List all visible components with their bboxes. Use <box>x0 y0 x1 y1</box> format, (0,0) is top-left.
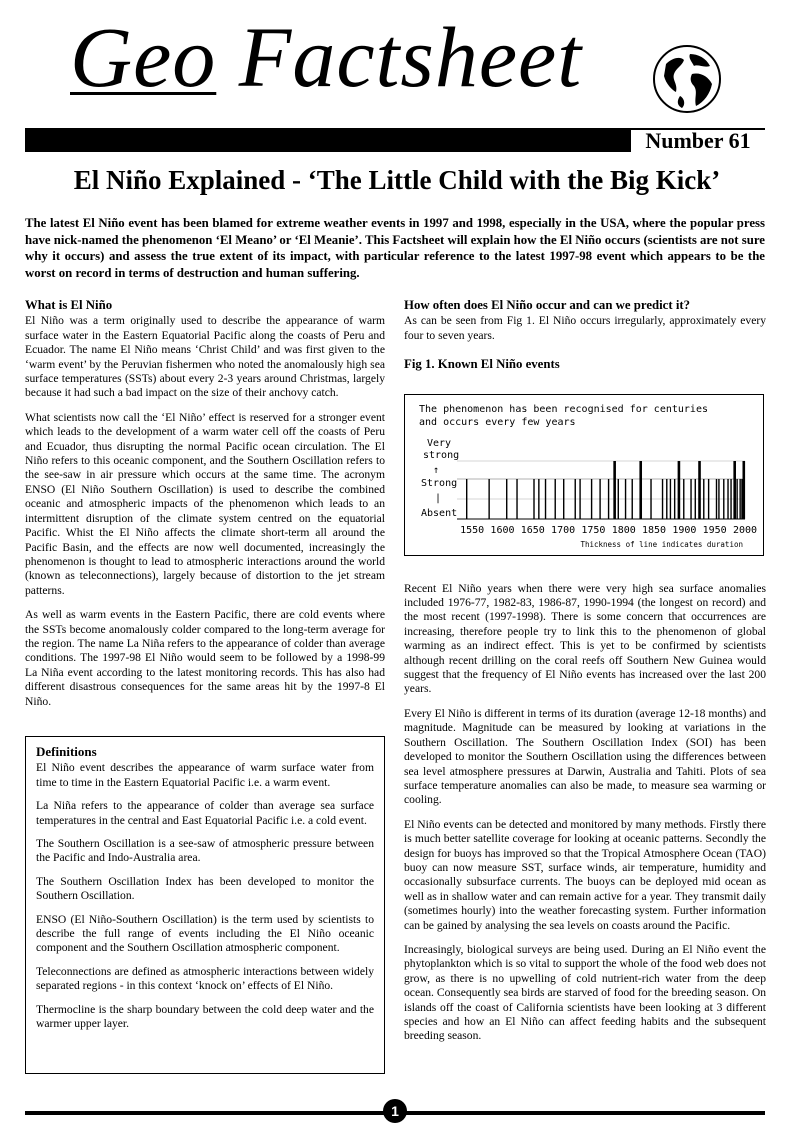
event-bar <box>639 461 642 519</box>
event-bar <box>545 479 546 519</box>
x-tick-label: 1850 <box>642 525 667 536</box>
footer <box>25 1103 765 1119</box>
chart-note: Thickness of line indicates duration <box>580 540 743 549</box>
event-bar <box>608 479 609 519</box>
event-bar <box>736 479 737 519</box>
y-label: ↑ <box>433 465 440 476</box>
y-label: | <box>435 493 442 504</box>
event-bar <box>625 479 626 519</box>
y-label: Absent <box>421 508 458 519</box>
event-bar <box>599 479 600 519</box>
event-bar <box>678 461 681 519</box>
event-bar <box>555 479 556 519</box>
x-tick-label: 1800 <box>611 525 636 536</box>
event-bar <box>662 479 663 519</box>
x-tick-label: 1900 <box>672 525 697 536</box>
event-bar <box>516 479 517 519</box>
paragraph: El Niño events can be detected and monitored by many methods. Firstly there is much better satellite coverage for looking at oceanic patterns. Secondly the design for buoys has improved so that the Tropical Atmosphere Ocean (TAO) buoy can now measure SST, surface winds, air temperature, humidity and occasionally subsurface currents. The buoys can be deployed mid ocean as well as in shallow water and can remain active for a year. They transmit daily (sometimes hourly) into the weather forecasting system. Further information can be gained by analysing the sea levels on coasts around the Pacific. <box>404 817 766 932</box>
masthead-title-factsheet: Factsheet <box>238 9 583 105</box>
x-tick-label: 1950 <box>702 525 727 536</box>
y-label: Strong <box>421 478 458 489</box>
event-bar <box>575 479 576 519</box>
masthead <box>0 0 794 130</box>
masthead-title <box>70 9 583 105</box>
x-tick-label: 2000 <box>732 525 758 536</box>
definition-item: The Southern Oscillation Index has been developed to monitor the Southern Oscillation. <box>36 874 374 903</box>
masthead-title-geo: Geo <box>70 9 217 105</box>
event-bar <box>533 479 534 519</box>
masthead-bar <box>25 128 765 152</box>
event-bar <box>716 479 717 519</box>
paragraph: As well as warm events in the Eastern Pacific, there are cold events where the SSTs become anomalously colder compared to the long-term average for the region. The name La Niña refers to the appearance of colder than average conditions. The 1997-98 El Niño would seem to be followed by a 1998-99 La Niña event according to the latest monitoring records. This has also had different disastrous consequences for the same areas hit by the 1997-8 El Niño. <box>25 608 385 708</box>
figure-title: Fig 1. Known El Niño events <box>404 357 560 372</box>
x-tick-label: 1700 <box>551 525 576 536</box>
x-tick-label: 1550 <box>460 525 485 536</box>
event-bar <box>718 479 719 519</box>
event-bar <box>666 479 667 519</box>
definition-item: Teleconnections are defined as atmospheric interactions between widely separated regions - in this context ‘knock on’ effects of El Niño. <box>36 964 374 993</box>
figure-1-box <box>404 394 764 556</box>
event-bar <box>670 479 671 519</box>
intro-paragraph: The latest El Niño event has been blamed for extreme weather events in 1997 and 1998, especially in the USA, where the popular press have nick-named the phenomenon ‘El Meano’ or ‘El Meanie’. This Factsheet will explain how the El Niño occurs (scientists are not sure why it occurs) and assess the true extent of its impact, with particular reference to the latest 1997-98 event which appears to be the worst on record in terms of destruction and human suffering. <box>25 216 765 280</box>
paragraph: What scientists now call the ‘El Niño’ effect is reserved for a stronger event which leads to the development of a warm water cell off the coasts of Peru and Ecuador, thus disrupting the normal Pacific ocean circulation. The El Niño refers to this oceanic component, and the Southern Oscillation refers to the see-saw in air pressure which occurs at the same time. The acronym ENSO (El Niño Southern Oscillation) is used to describe the combined oceanic and atmospheric impacts of the phenomenon which leads to an intermittent disruption of the climate system centred on the equatorial Pacific. Whist the El Niño affects the climate short-term all around the Pacific Basin, and the effects are now well documented, increasingly the phenomenon is thought to lead to atmospheric interactions around the world (known as teleconnections), largely because of distortion to the jet stream patterns. <box>25 410 385 597</box>
paragraph: Every El Niño is different in terms of its duration (average 12-18 months) and magnitude. Magnitude can be measured by looking at variations in the Southern Oscillation. The Southern Oscillation Index (SOI) has been developed to monitor the Southern Oscillation using the differences between sea level atmosphere pressures at Darwin, Australia and Tahiti. Plots of sea surface temperature anomalies can also be made, to measure sea warming or cooling. <box>404 706 766 807</box>
event-bar <box>466 479 467 519</box>
section-heading-what-is: What is El Niño <box>25 298 113 312</box>
event-bar <box>488 479 489 519</box>
definition-item: ENSO (El Niño-Southern Oscillation) is the term used by scientists to describe the full range of events including the El Niño oceanic component and the Southern Oscillation atmospheric component. <box>36 912 374 955</box>
left-column <box>25 298 385 719</box>
definition-item: Thermocline is the sharp boundary between the cold deep water and the warmer upper layer. <box>36 1002 374 1031</box>
chart-annotation: The phenomenon has been recognised for centuries <box>419 404 708 415</box>
event-bar <box>727 479 728 519</box>
event-bar <box>563 479 564 519</box>
definitions-heading: Definitions <box>36 744 97 759</box>
page-number: 1 <box>383 1099 407 1123</box>
event-bar <box>730 479 731 519</box>
paragraph: Increasingly, biological surveys are being used. During an El Niño event the phytoplankton which is so vital to support the whole of the food web does not grow, as there is no upwelling of cold nutrient-rich water from the deep ocean. Consequently sea birds are starved of food for the breeding season. On islands off the coast of California scientists have been looking at 3 different species and how an El Niño can affect feeding habits and the subsequent breeding season. <box>404 942 766 1043</box>
paragraph: As can be seen from Fig 1. El Niño occurs irregularly, approximately every four to seven years. <box>404 314 766 342</box>
event-bar <box>742 461 745 519</box>
y-label: strong <box>423 450 460 461</box>
event-bar <box>618 479 619 519</box>
event-bar <box>579 479 580 519</box>
el-nino-chart <box>405 395 763 555</box>
definitions-box <box>25 736 385 1074</box>
paragraph: El Niño was a term originally used to describe the appearance of warm surface water in the Eastern Equatorial Pacific along the coasts of Peru and Ecuador. The name El Niño means ‘Christ Child’ and was first given to the ‘warm event’ by the Peruvian fishermen who noted the anomalously high sea surface temperatures (SSTs) about every 2-3 years around Christmas, largely because it had such a bad impact on the size of their anchovy catch. <box>25 314 385 400</box>
globe-icon <box>652 44 722 114</box>
event-bar <box>613 461 616 519</box>
event-bar <box>538 479 539 519</box>
event-bar <box>698 461 701 519</box>
event-bar <box>632 479 633 519</box>
event-bar <box>708 479 709 519</box>
definition-item: La Niña refers to the appearance of colder than average sea surface temperatures in the central and East Equatorial Pacific i.e. a cold event. <box>36 799 374 827</box>
definition-item: El Niño event describes the appearance of warm surface water from time to time in the Eastern Equatorial Pacific i.e. a warm event. <box>36 761 374 789</box>
definition-item: The Southern Oscillation is a see-saw of atmospheric pressure between the Pacific and Indo-Australia area. <box>36 837 374 865</box>
issue-number: Number 61 <box>631 130 765 152</box>
x-tick-label: 1650 <box>520 525 545 536</box>
section-heading-how-often: How often does El Niño occur and can we predict it? <box>404 298 691 312</box>
event-bar <box>650 479 651 519</box>
x-tick-label: 1750 <box>581 525 606 536</box>
chart-annotation: and occurs every few years <box>419 417 576 428</box>
event-bar <box>695 479 696 519</box>
event-bar <box>739 479 740 519</box>
page-title: El Niño Explained - ‘The Little Child with the Big Kick’ <box>73 165 721 195</box>
event-bar <box>733 461 736 519</box>
x-tick-label: 1600 <box>490 525 515 536</box>
event-bar <box>683 479 684 519</box>
event-bar <box>690 479 691 519</box>
y-label: Very <box>427 438 452 449</box>
paragraph: Recent El Niño years when there were very high sea surface anomalies included 1976-77, 1982-83, 1986-87, 1990-1994 (the longest on record) and the most recent (1997-1998). There is some concern that occurrences are increasing, therefore people try to link this to the phenomenon of global warming as an indirect effect. This is yet to be confirmed by scientists although recent drilling on the coral reefs off Southern New Guinea would suggest that the frequency of El Niño events has increased over the last 200 years. <box>404 581 766 696</box>
event-bar <box>506 479 507 519</box>
event-bar <box>703 479 704 519</box>
event-bar <box>723 479 724 519</box>
event-bar <box>674 479 675 519</box>
event-bar <box>741 479 742 519</box>
event-bar <box>591 479 592 519</box>
